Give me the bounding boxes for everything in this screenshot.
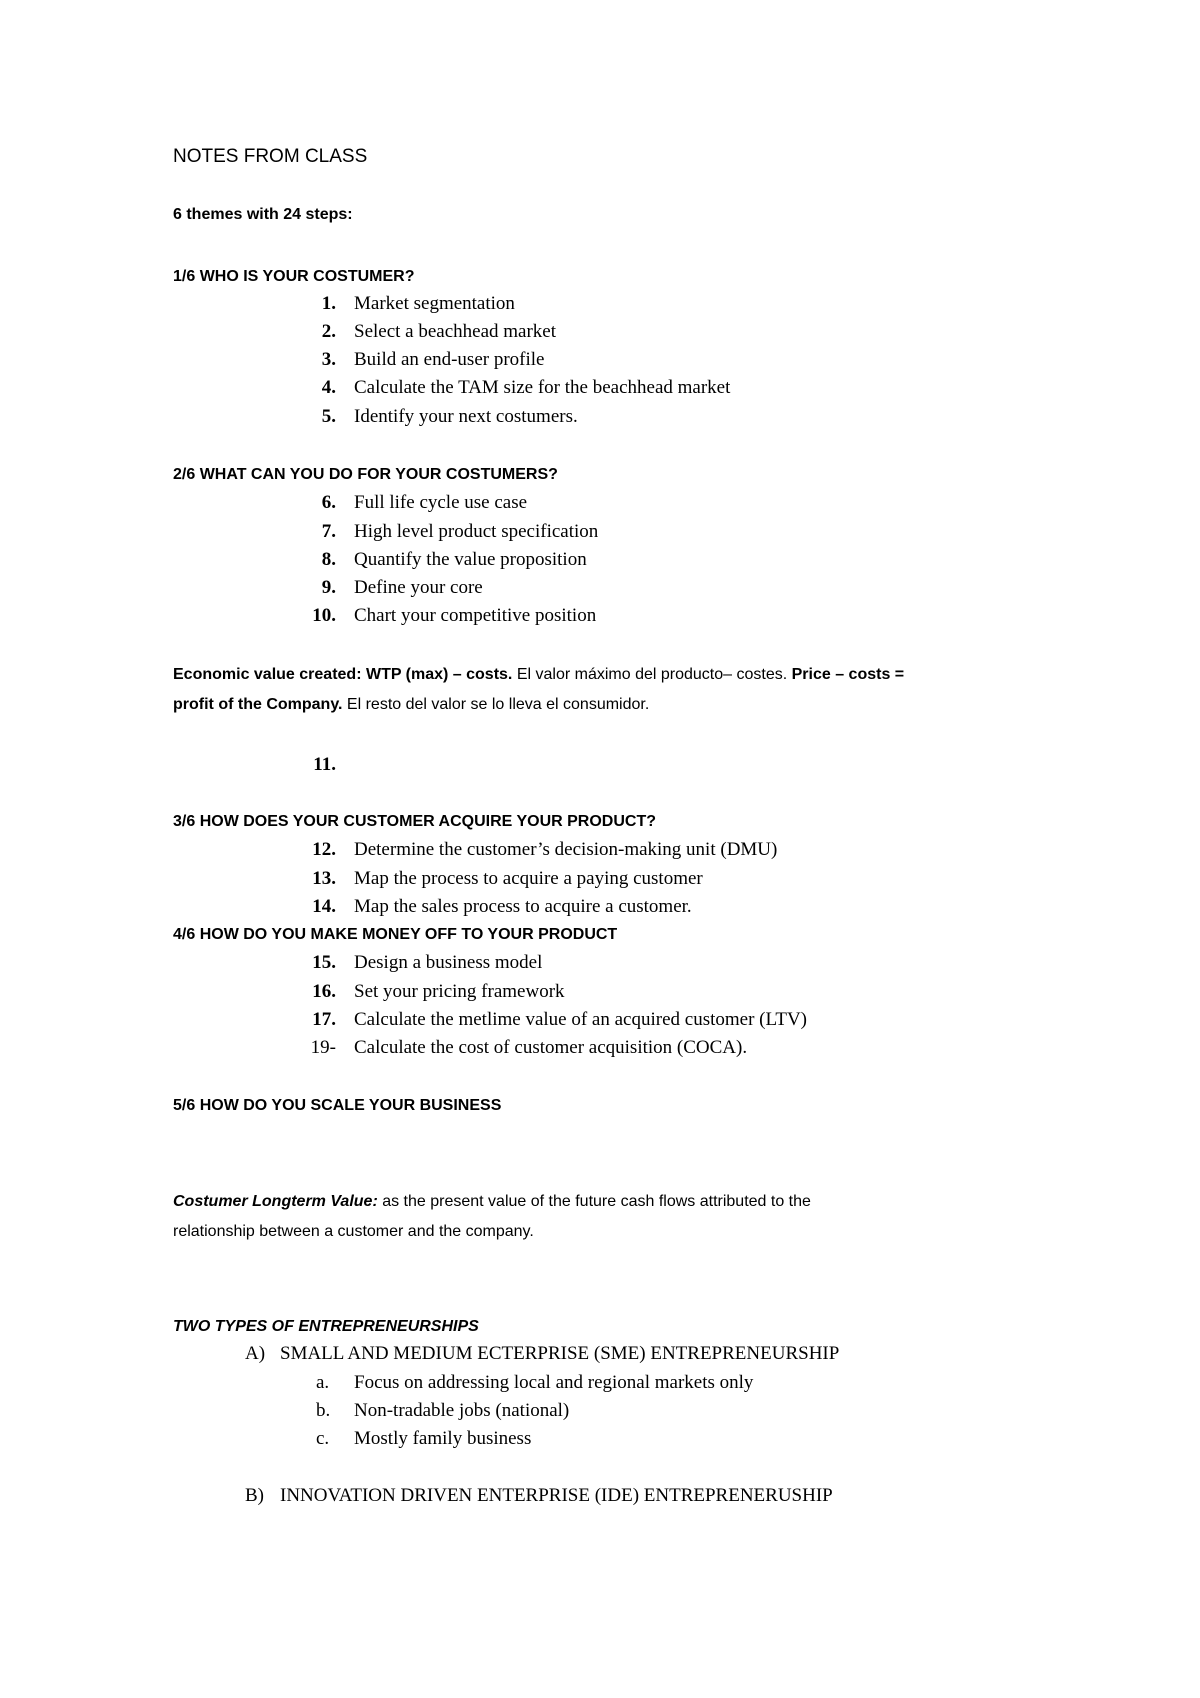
type-b-letter: B) bbox=[245, 1485, 264, 1506]
list-item-number: 11. bbox=[313, 754, 336, 775]
list-item-text: Identify your next costumers. bbox=[354, 406, 578, 427]
list-item-number: 1. bbox=[321, 293, 336, 314]
list-item-number: 7. bbox=[321, 521, 336, 542]
list-item-number: 14. bbox=[312, 896, 336, 917]
theme-1-heading: 1/6 WHO IS YOUR COSTUMER? bbox=[173, 268, 415, 285]
subtitle: 6 themes with 24 steps: bbox=[173, 206, 353, 223]
list-item-text: Build an end-user profile bbox=[354, 349, 545, 370]
type-a-text: SMALL AND MEDIUM ECTERPRISE (SME) ENTREPRENEURSHIP bbox=[280, 1343, 840, 1364]
list-item-number: 5. bbox=[321, 406, 336, 427]
list-item-number: 17. bbox=[312, 1009, 336, 1030]
list-item-number: 13. bbox=[312, 868, 336, 889]
list-item-text: Set your pricing framework bbox=[354, 981, 565, 1002]
economic-value-term: Economic value created: WTP (max) – costs. bbox=[173, 666, 513, 683]
list-item-number: 12. bbox=[312, 839, 336, 860]
list-item-number: 4. bbox=[321, 377, 336, 398]
list-item-number: 19- bbox=[310, 1037, 336, 1058]
list-item-text: Map the sales process to acquire a customer. bbox=[354, 896, 692, 917]
list-item-letter: c. bbox=[316, 1428, 330, 1449]
list-item-text: Chart your competitive position bbox=[354, 605, 597, 626]
ltv-definition-line-2: relationship between a customer and the company. bbox=[173, 1223, 534, 1240]
list-item-text: Define your core bbox=[354, 577, 483, 598]
list-item-text: Design a business model bbox=[354, 952, 543, 973]
theme-3-heading: 3/6 HOW DOES YOUR CUSTOMER ACQUIRE YOUR PRODUCT? bbox=[173, 813, 657, 830]
list-item-number: 15. bbox=[312, 952, 336, 973]
profit-term: profit of the Company. bbox=[173, 696, 343, 713]
list-item-text: Calculate the TAM size for the beachhead market bbox=[354, 377, 731, 398]
page-title: NOTES FROM CLASS bbox=[173, 146, 368, 167]
list-item-number: 2. bbox=[321, 321, 336, 342]
entrepreneurship-heading: TWO TYPES OF ENTREPRENEURSHIPS bbox=[173, 1318, 479, 1335]
list-item-text: Mostly family business bbox=[354, 1428, 532, 1449]
list-item-number: 6. bbox=[321, 492, 336, 513]
ltv-definition-line-1 bbox=[173, 1193, 811, 1211]
price-costs-term: Price – costs = bbox=[791, 666, 905, 683]
type-a-letter: A) bbox=[245, 1343, 266, 1364]
type-b-text: INNOVATION DRIVEN ENTERPRISE (IDE) ENTREPRENERUSHIP bbox=[280, 1485, 833, 1506]
theme-5-heading: 5/6 HOW DO YOU SCALE YOUR BUSINESS bbox=[173, 1097, 502, 1114]
economic-value-line-2 bbox=[173, 696, 649, 714]
list-item-text: High level product specification bbox=[354, 521, 599, 542]
list-item-text: Calculate the cost of customer acquisition (COCA). bbox=[354, 1037, 748, 1058]
list-item-text: Determine the customer’s decision-making unit (DMU) bbox=[354, 839, 778, 860]
ltv-text: as the present value of the future cash flows attributed to the bbox=[377, 1193, 811, 1210]
list-item-number: 16. bbox=[312, 981, 336, 1002]
list-item-text: Select a beachhead market bbox=[354, 321, 557, 342]
list-item-text: Map the process to acquire a paying customer bbox=[354, 868, 703, 889]
ltv-term: Costumer Longterm Value: bbox=[173, 1193, 378, 1210]
list-item-number: 3. bbox=[321, 349, 336, 370]
list-item-letter: b. bbox=[316, 1400, 331, 1421]
list-item-number: 9. bbox=[321, 577, 336, 598]
list-item-text: Market segmentation bbox=[354, 293, 515, 314]
list-item-text: Calculate the metlime value of an acquired customer (LTV) bbox=[354, 1009, 808, 1030]
list-item-number: 10. bbox=[312, 605, 336, 626]
theme-2-heading: 2/6 WHAT CAN YOU DO FOR YOUR COSTUMERS? bbox=[173, 466, 558, 483]
consumer-value-text: El resto del valor se lo lleva el consumidor. bbox=[342, 696, 650, 713]
list-item-text: Quantify the value proposition bbox=[354, 549, 587, 570]
theme-4-heading: 4/6 HOW DO YOU MAKE MONEY OFF TO YOUR PRODUCT bbox=[173, 926, 618, 943]
list-item-text: Non-tradable jobs (national) bbox=[354, 1400, 570, 1421]
list-item-letter: a. bbox=[316, 1372, 330, 1393]
list-item-number: 8. bbox=[321, 549, 336, 570]
list-item-text: Focus on addressing local and regional markets only bbox=[354, 1372, 754, 1393]
economic-value-text: El valor máximo del producto– costes. bbox=[512, 666, 792, 683]
economic-value-line-1 bbox=[173, 666, 904, 684]
list-item-text: Full life cycle use case bbox=[354, 492, 528, 513]
